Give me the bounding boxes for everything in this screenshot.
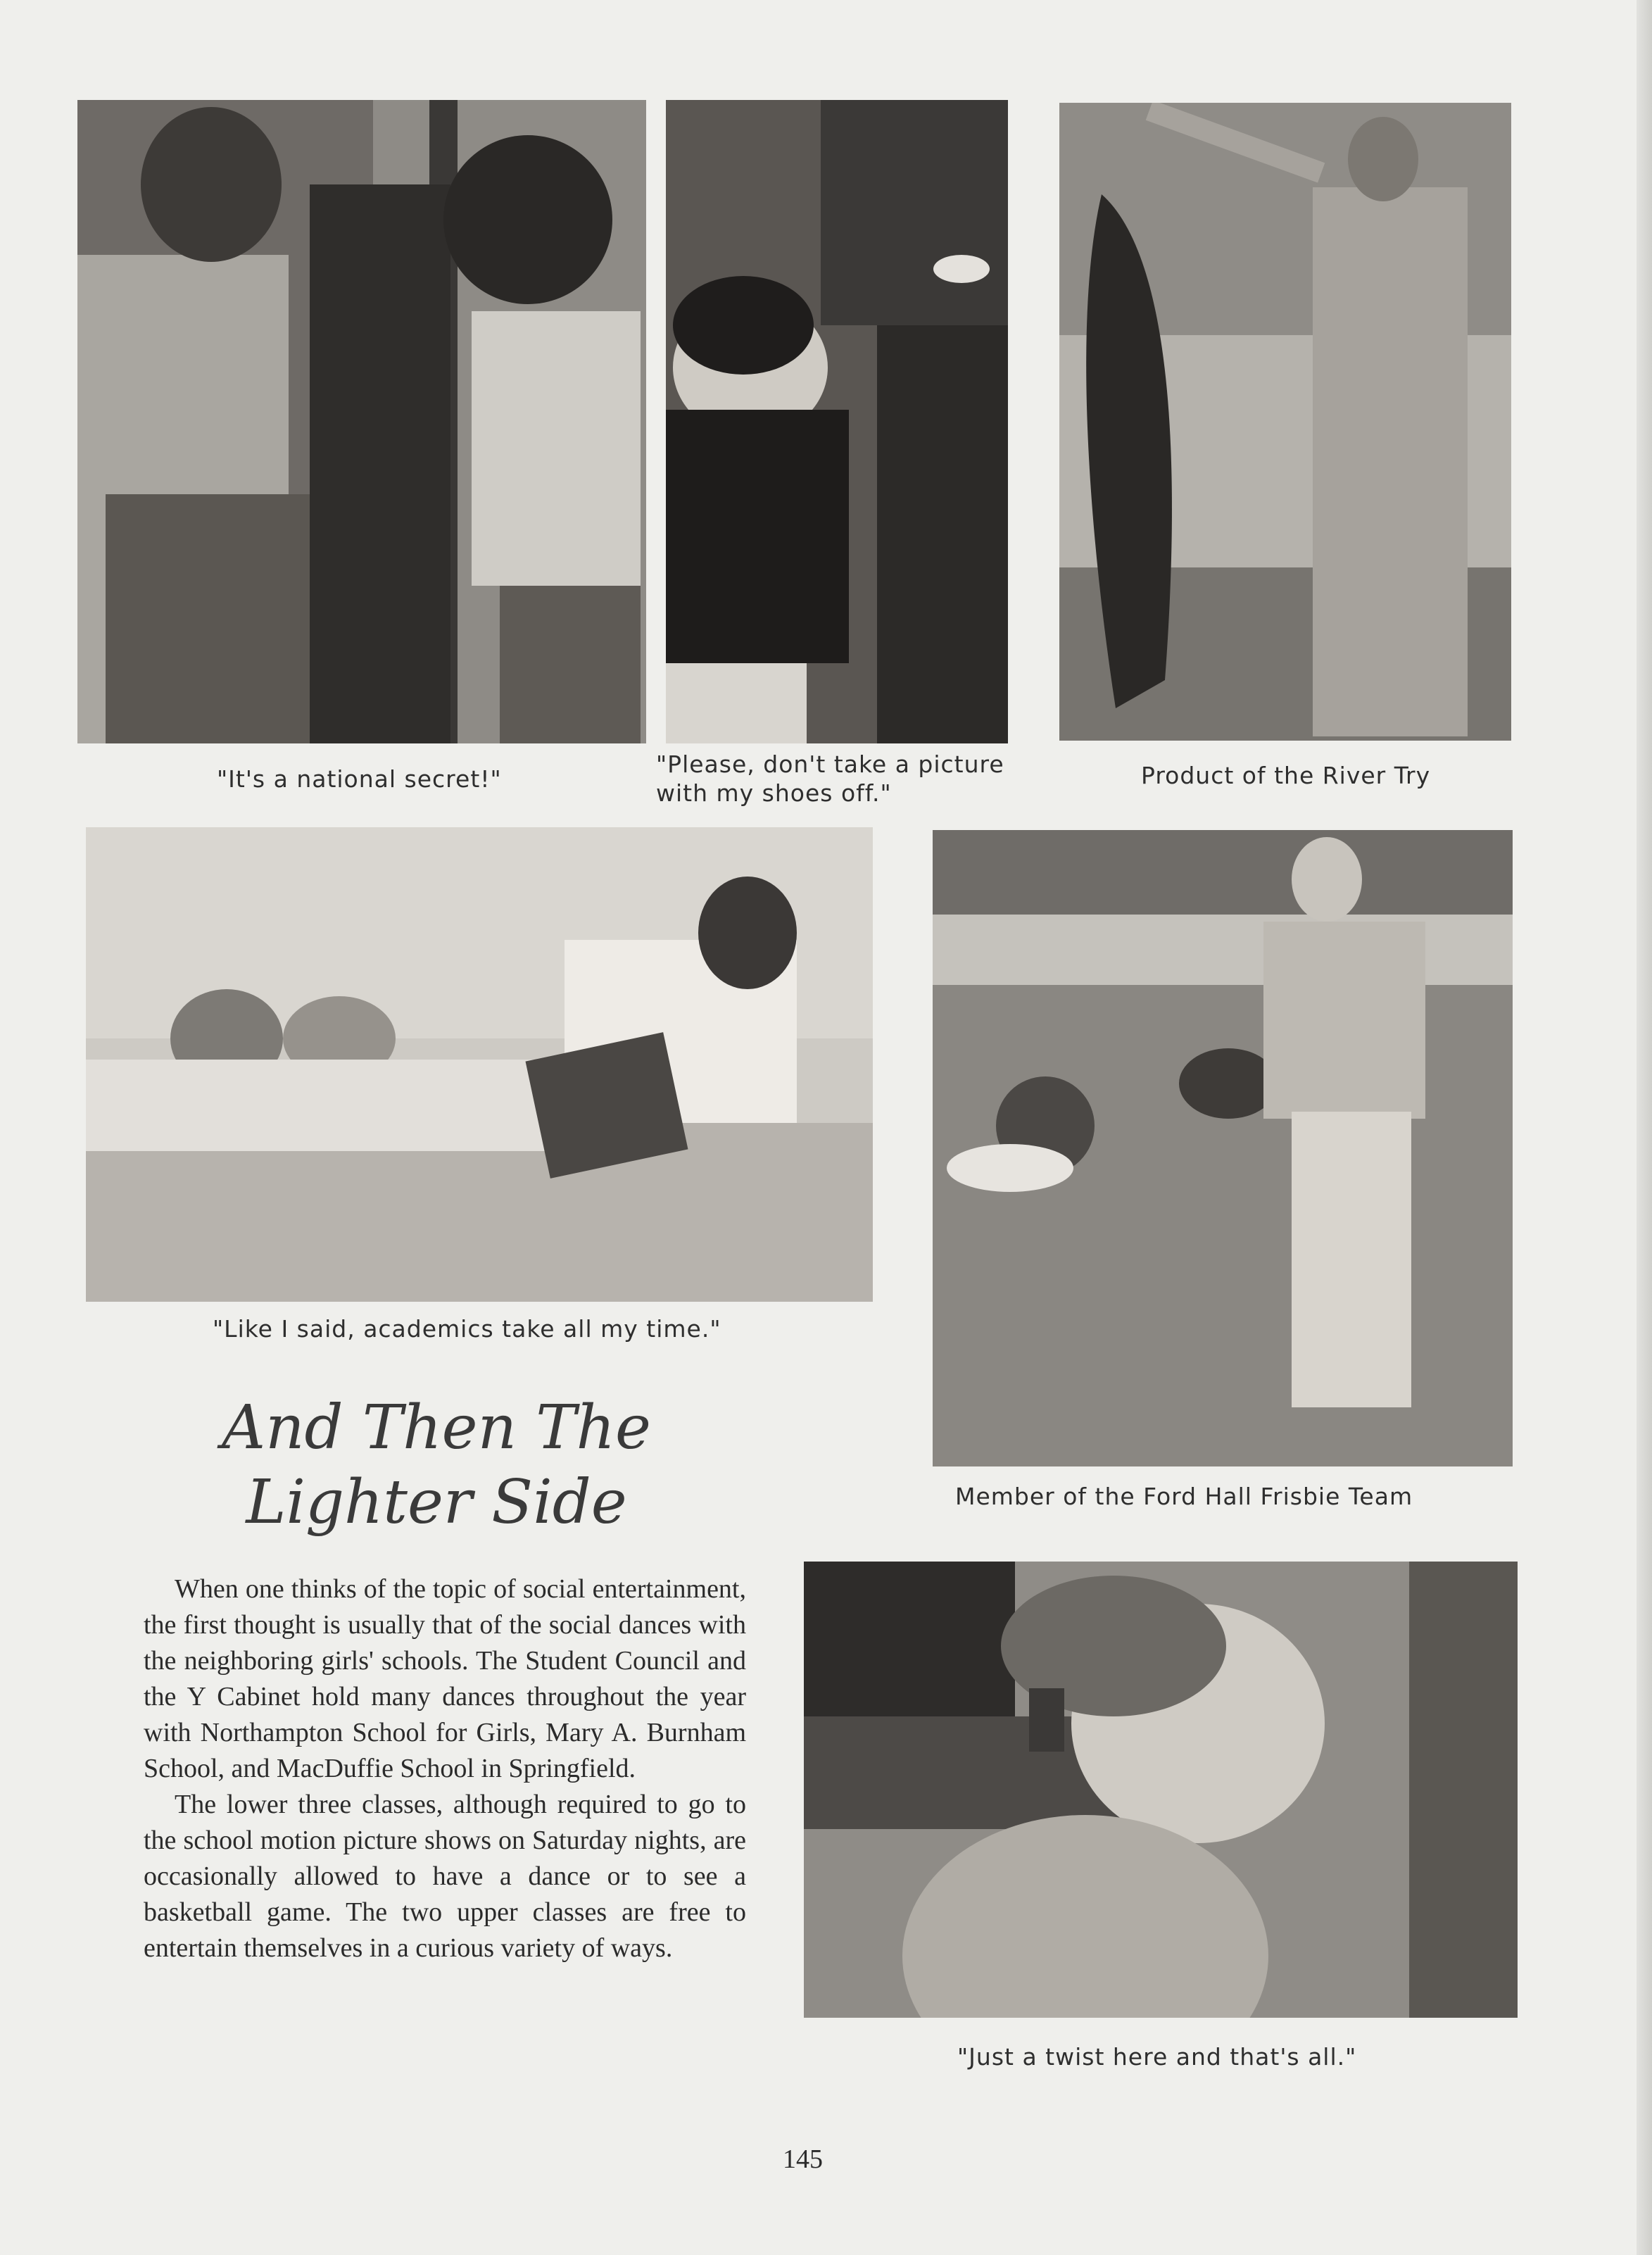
article-body <box>144 1571 746 1966</box>
photo-national-secret <box>77 100 646 743</box>
article-paragraph-1: When one thinks of the topic of social entertainment, the first thought is usually that of the social dances with the neighboring girls' schools. The Student Council and the Y Cabinet hold many dances throughout the year with Northampton School for Girls, Mary A. Burnham School, and MacDuffie School in Springfield. <box>144 1574 746 1783</box>
photo-academics <box>86 827 873 1302</box>
article-title-line2: Lighter Side <box>246 1467 627 1538</box>
caption-national-secret: "It's a national secret!" <box>217 765 502 793</box>
caption-shoes-off-line2: with my shoes off." <box>656 779 892 807</box>
page-number: 145 <box>783 2144 823 2174</box>
photo-twist <box>804 1562 1518 2018</box>
photo-river-try <box>1059 103 1511 741</box>
caption-twist: "Just a twist here and that's all." <box>957 2043 1357 2071</box>
photo-frisbie-team <box>933 830 1513 1466</box>
page-edge <box>1637 0 1652 2255</box>
photo-shoes-off <box>666 100 1008 743</box>
caption-academics: "Like I said, academics take all my time." <box>213 1315 721 1343</box>
caption-frisbie-team: Member of the Ford Hall Frisbie Team <box>955 1483 1413 1510</box>
article-paragraph-2: The lower three classes, although required to go to the school motion picture shows on Saturday nights, are occasionally allowed to have a dance or to see a basketball game. The two upper classes are free to entertain themselves in a curious variety of ways. <box>144 1790 746 1963</box>
caption-river-try: Product of the River Try <box>1141 762 1431 789</box>
caption-shoes-off-line1: "Please, don't take a picture <box>656 750 1004 778</box>
article-title-line1: And Then The <box>222 1393 651 1463</box>
article-title <box>141 1390 732 1540</box>
